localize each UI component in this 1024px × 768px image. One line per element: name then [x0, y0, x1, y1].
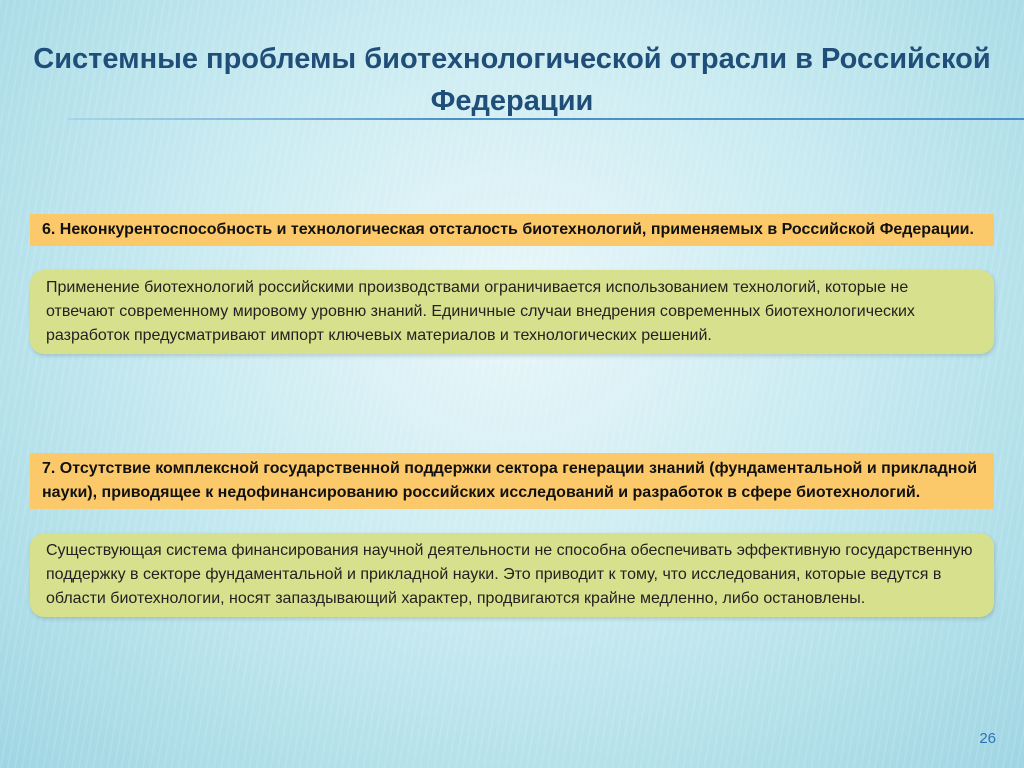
problem-7-description: Существующая система финансирования научной деятельности не способна обеспечивать эффективную государственную поддержку в секторе фундаментальной и прикладной науки. Это приводит к тому, что исследования, которые ведутся в области биотехнологии, носят запаздывающий характер, продвигаются крайне медленно, либо остановлены.: [30, 533, 994, 617]
slide-title: Системные проблемы биотехнологической отрасли в Российской Федерации: [33, 43, 991, 117]
problem-6-description: Применение биотехнологий российскими производствами ограничивается использованием технологий, которые не отвечают современному мировому уровню знаний. Единичные случаи внедрения современных биотехнологических разработок предусматривают импорт ключевых материалов и технологических решений.: [30, 270, 994, 354]
page-number: 26: [979, 730, 996, 747]
problem-6-heading: 6. Неконкурентоспособность и технологическая отсталость биотехнологий, применяемых в Российской Федерации.: [30, 214, 994, 246]
title-underline: [68, 118, 1024, 120]
problem-7-heading: 7. Отсутствие комплексной государственной поддержки сектора генерации знаний (фундаментальной и прикладной науки), приводящее к недофинансированию российских исследований и разработок в сфере биотехнологий.: [30, 453, 994, 509]
